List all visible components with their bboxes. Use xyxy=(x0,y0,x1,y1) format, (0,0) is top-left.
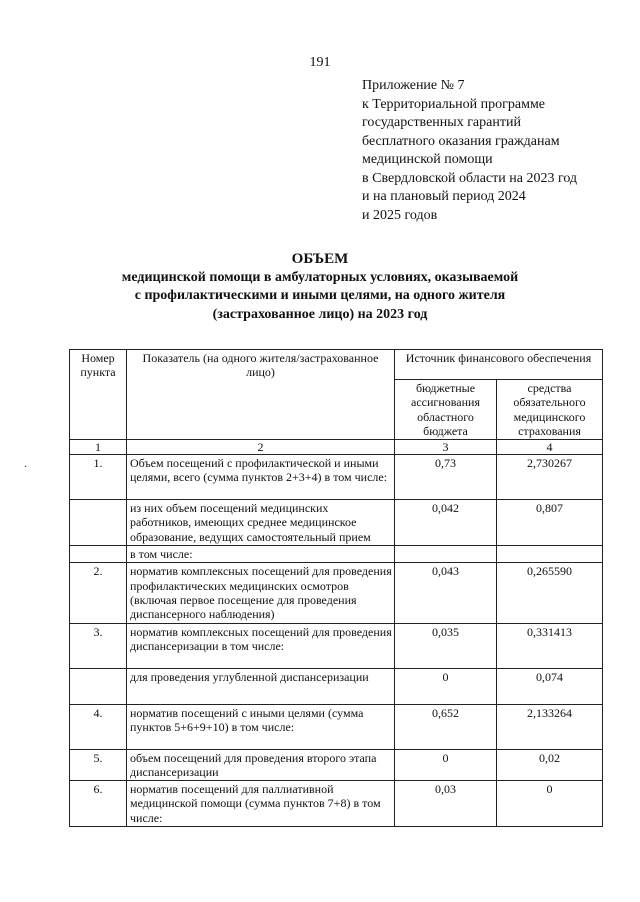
row-number xyxy=(70,546,127,563)
row-budget: 0,73 xyxy=(395,455,497,500)
row-number xyxy=(70,500,127,546)
appendix-line: бесплатного оказания гражданам xyxy=(362,133,560,149)
table-row xyxy=(70,704,603,749)
appendix-line: и 2025 годов xyxy=(362,207,438,223)
table-header-row xyxy=(70,350,603,380)
row-number: 1. xyxy=(70,455,127,500)
table-row xyxy=(70,623,603,668)
row-oms: 2,730267 xyxy=(497,455,603,500)
row-budget: 0,652 xyxy=(395,704,497,749)
column-numbering-row xyxy=(70,440,603,455)
header-indicator: Показатель (на одного жителя/застрахованное лицо) xyxy=(127,350,395,440)
appendix-line: медицинской помощи xyxy=(362,152,493,167)
row-number xyxy=(70,668,127,704)
row-oms xyxy=(497,546,603,563)
row-budget: 0,042 xyxy=(395,500,497,546)
column-number: 2 xyxy=(127,440,395,455)
table-row xyxy=(70,781,603,827)
appendix-line: государственных гарантий xyxy=(362,115,521,130)
row-oms: 0,265590 xyxy=(497,563,603,623)
row-number: 2. xyxy=(70,563,127,623)
row-budget: 0,035 xyxy=(395,623,497,668)
row-oms: 0,074 xyxy=(497,668,603,704)
table-row xyxy=(70,563,603,623)
table-row xyxy=(70,749,603,781)
row-number: 3. xyxy=(70,623,127,668)
header-source: Источник финансового обеспечения xyxy=(395,350,603,380)
row-oms: 2,133264 xyxy=(497,704,603,749)
row-budget: 0,03 xyxy=(395,781,497,827)
row-indicator: Объем посещений с профилактической и иными целями, всего (сумма пунктов 2+3+4) в том числе: xyxy=(127,455,395,500)
row-oms: 0,02 xyxy=(497,749,603,781)
table-row xyxy=(70,500,603,546)
row-indicator: для проведения углубленной диспансеризации xyxy=(127,668,395,704)
row-indicator: в том числе: xyxy=(127,546,395,563)
row-number: 4. xyxy=(70,704,127,749)
row-number: 6. xyxy=(70,781,127,827)
title-line: с профилактическими и иными целями, на одного жителя xyxy=(134,288,506,303)
row-budget xyxy=(395,546,497,563)
document-title xyxy=(0,250,640,324)
row-number: 5. xyxy=(70,749,127,781)
page-number: 191 xyxy=(309,55,331,70)
appendix-line: к Территориальной программе xyxy=(362,96,546,112)
margin-dot: · xyxy=(24,462,28,473)
row-oms: 0,807 xyxy=(497,500,603,546)
appendix-line: Приложение № 7 xyxy=(362,78,465,93)
row-budget: 0,043 xyxy=(395,563,497,623)
header-oms: средства обязательного медицинского страхования xyxy=(497,380,603,440)
row-indicator: из них объем посещений медицинских работников, имеющих среднее медицинское образование, ведущих самостоятельный прием xyxy=(127,500,395,546)
title-line: медицинской помощи в амбулаторных условиях, оказываемой xyxy=(121,269,519,285)
table-row xyxy=(70,546,603,563)
appendix-line: в Свердловской области на 2023 год xyxy=(362,170,578,186)
row-indicator: норматив комплексных посещений для проведения диспансеризации в том числе: xyxy=(127,623,395,668)
column-number: 1 xyxy=(70,440,127,455)
row-indicator: норматив посещений для паллиативной медицинской помощи (сумма пунктов 7+8) в том числе: xyxy=(127,781,395,827)
row-indicator: норматив комплексных посещений для проведения профилактических медицинских осмотров (включая первое посещение для проведения диспансерного наблюдения) xyxy=(127,563,395,623)
row-indicator: норматив посещений с иными целями (сумма пунктов 5+6+9+10) в том числе: xyxy=(127,704,395,749)
column-number: 3 xyxy=(395,440,497,455)
header-num: Номер пункта xyxy=(70,350,127,440)
appendix-note xyxy=(362,77,577,225)
volume-table xyxy=(69,349,603,827)
header-budget: бюджетные ассигнования областного бюджета xyxy=(395,380,497,440)
row-oms: 0,331413 xyxy=(497,623,603,668)
table-row xyxy=(70,455,603,500)
column-number: 4 xyxy=(497,440,603,455)
table-row xyxy=(70,668,603,704)
title-line: (застрахованное лицо) на 2023 год xyxy=(212,306,428,322)
row-budget: 0 xyxy=(395,749,497,781)
row-indicator: объем посещений для проведения второго этапа диспансеризации xyxy=(127,749,395,781)
row-oms: 0 xyxy=(497,781,603,827)
title-line: ОБЪЕМ xyxy=(291,251,349,267)
appendix-line: и на плановый период 2024 xyxy=(362,189,526,204)
row-budget: 0 xyxy=(395,668,497,704)
